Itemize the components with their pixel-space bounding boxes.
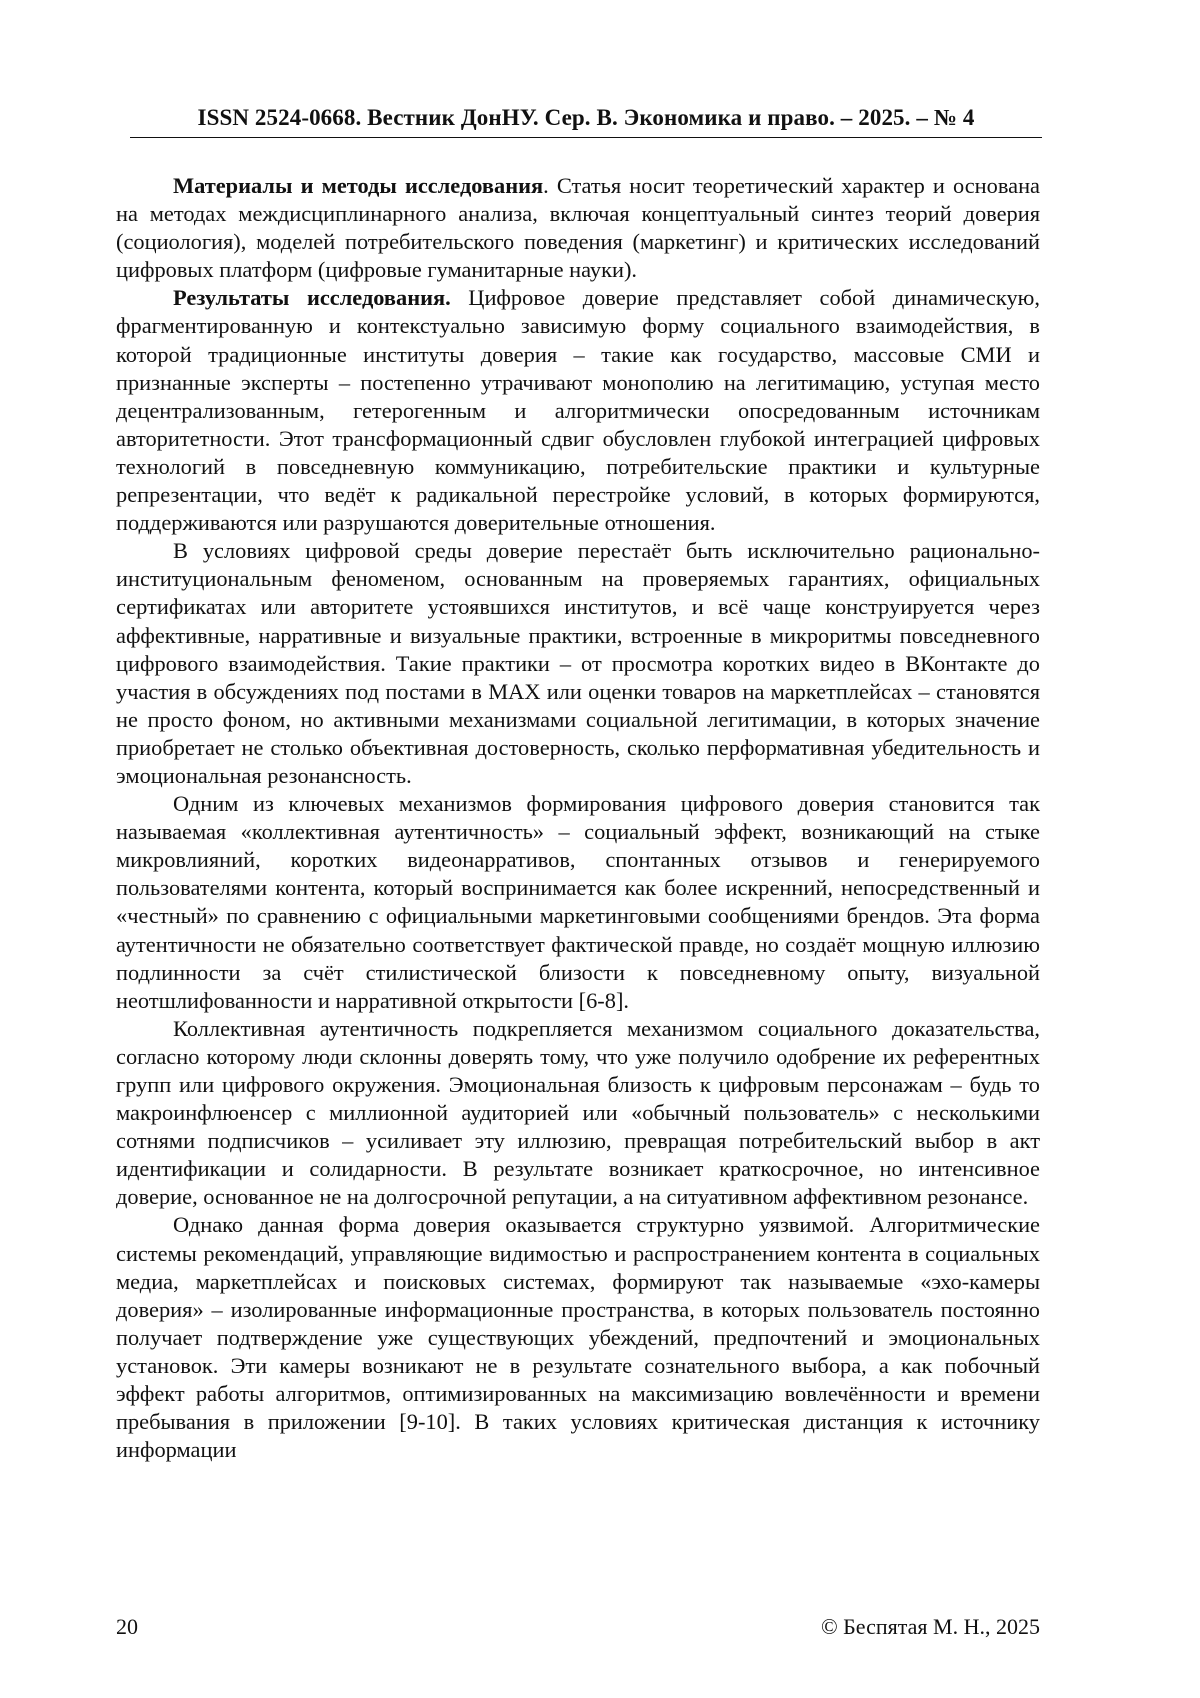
paragraph	[116, 1211, 1040, 1464]
paragraph-text: Однако данная форма доверия оказывается структурно уязвимой. Алгоритмические системы рекомендаций, управляющие видимостью и распространением контента в социальных медиа, маркетплейсах и поисковых системах, формируют так называемые «эхо-камеры доверия» – изолированные информационные пространства, в которых пользователь постоянно получает подтверждение уже существующих убеждений, предпочтений и эмоциональных установок. Эти камеры возникают не в результате сознательного выбора, а как побочный эффект работы алгоритмов, оптимизированных на максимизацию вовлечённости и времени пребывания в приложении [9-10]. В таких условиях критическая дистанция к источнику информации	[116, 1212, 1040, 1463]
paragraph-text: Цифровое доверие представляет собой динамическую, фрагментированную и контекстуально зависимую форму социального взаимодействия, в которой традиционные институты доверия – такие как государство, массовые СМИ и признанные эксперты – постепенно утрачивают монополию на легитимацию, уступая место децентрализованным, гетерогенным и алгоритмически опосредованным источникам авторитетности. Этот трансформационный сдвиг обусловлен глубокой интеграцией цифровых технологий в повседневную коммуникацию, потребительские практики и культурные репрезентации, что ведёт к радикальной перестройке условий, в которых формируются, поддерживаются или разрушаются доверительные отношения.	[116, 285, 1041, 536]
section-heading-methods: Материалы и методы исследования	[173, 173, 544, 198]
paragraph-methods	[116, 172, 1040, 284]
copyright-notice: © Беспятая М. Н., 2025	[820, 1614, 1040, 1639]
article-body	[116, 172, 1040, 1464]
paragraph	[116, 790, 1040, 1015]
page-number: 20	[116, 1614, 138, 1639]
paragraph-text: В условиях цифровой среды доверие перестаёт быть исключительно рационально-институциональным феноменом, основанным на проверяемых гарантиях, официальных сертификатах или авторитете устоявшихся институтов, и всё чаще конструируется через аффективные, нарративные и визуальные практики, встроенные в микроритмы повседневного цифрового взаимодействия. Такие практики – от просмотра коротких видео в ВКонтакте до участия в обсуждениях под постами в MAX или оценки товаров на маркетплейсах – становятся не просто фоном, но активными механизмами социальной легитимации, в которых значение приобретает не столько объективная достоверность, сколько перформативная убедительность и эмоциональная резонансность.	[116, 538, 1040, 788]
paragraph-results	[116, 284, 1040, 537]
paragraph-text: Одним из ключевых механизмов формирования цифрового доверия становится так называемая «коллективная аутентичность» – социальный эффект, возникающий на стыке микровлияний, коротких видеонарративов, спонтанных отзывов и генерируемого пользователями контента, который воспринимается как более искренний, непосредственный и «честный» по сравнению с официальными маркетинговыми сообщениями брендов. Эта форма аутентичности не обязательно соответствует фактической правде, но создаёт мощную иллюзию подлинности за счёт стилистической близости к повседневному опыту, визуальной неотшлифованности и нарративной открытости [6-8].	[116, 791, 1040, 1013]
header-divider	[130, 137, 1042, 138]
paragraph-text: Коллективная аутентичность подкрепляется механизмом социального доказательства, согласно которому люди склонны доверять тому, что уже получило одобрение их референтных групп или цифрового окружения. Эмоциональная близость к цифровым персонажам – будь то макроинфлюенсер с миллионной аудиторией или «обычный пользователь» с несколькими сотнями подписчиков – усиливает эту иллюзию, превращая потребительский выбор в акт идентификации и солидарности. В результате возникает краткосрочное, но интенсивное доверие, основанное не на долгосрочной репутации, а на ситуативном аффективном резонансе.	[116, 1015, 1040, 1210]
running-header: ISSN 2524-0668. Вестник ДонНУ. Сер. В. Экономика и право. – 2025. – № 4	[197, 105, 975, 130]
paragraph-text: . Статья носит теоретический характер и основана на методах междисциплинарного анализа, включая концептуальный синтез теорий доверия (социология), моделей потребительского поведения (маркетинг) и критических исследований цифровых платформ (цифровые гуманитарные науки).	[116, 173, 1040, 283]
paragraph	[116, 1015, 1040, 1212]
paragraph	[116, 537, 1040, 790]
section-heading-results: Результаты исследования.	[173, 285, 451, 311]
